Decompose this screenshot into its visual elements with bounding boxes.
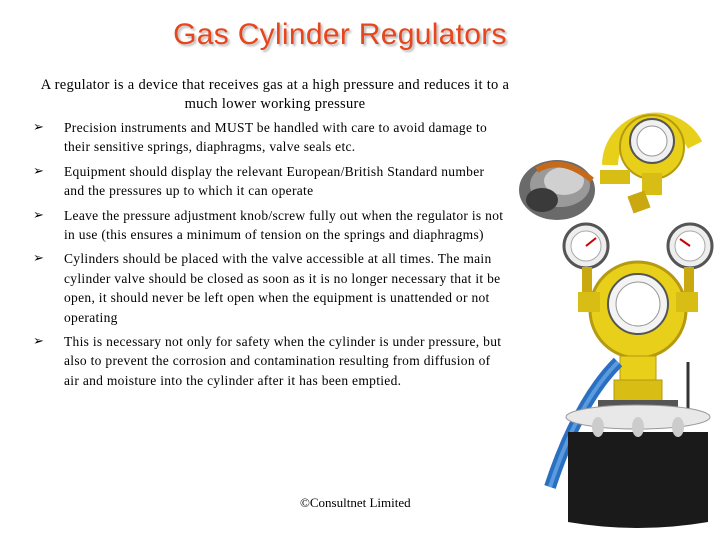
- small-regulator-image: [590, 95, 705, 220]
- bullet-text: This is necessary not only for safety when the cylinder is under pressure, but also to prevent the corrosion and contamination resulting from diffusion of air and moisture into the cylinder after it has been emptied.: [64, 334, 502, 388]
- large-regulator-image: [538, 212, 716, 534]
- intro-text: A regulator is a device that receives gas at a high pressure and reduces it to a much lower working pressure: [40, 77, 510, 112]
- arrow-bullet-icon: ➢: [33, 120, 45, 135]
- bullet-text: Cylinders should be placed with the valve accessible at all times. The main cylinder valve should be closed as soon as it is no longer necessary that it be open, it should never be left open when the equipment is unattended or not operating: [64, 251, 501, 325]
- bullet-text: Leave the pressure adjustment knob/screw fully out when the regulator is not in use (this ensures a minimum of tension on the springs and diaphragms): [64, 207, 504, 243]
- list-item: [0, 249, 504, 327]
- footer-copyright: ©Consultnet Limited: [300, 495, 411, 510]
- arrow-bullet-icon: ➢: [33, 163, 45, 179]
- list-item: [0, 118, 504, 157]
- list-item: [0, 206, 504, 245]
- arrow-bullet-icon: ➢: [33, 334, 45, 350]
- bullet-list: [0, 118, 520, 395]
- slide-title: Gas Cylinder Regulators: [173, 18, 507, 51]
- arrow-bullet-icon: ➢: [33, 251, 45, 267]
- bullet-text: Equipment should display the relevant European/British Standard number and the pressures up to which it can operate: [64, 163, 485, 199]
- arrow-bullet-icon: ➢: [33, 207, 45, 223]
- bullet-text: Precision instruments and MUST be handled with care to avoid damage to their sensitive springs, diaphragms, valve seals etc.: [64, 120, 488, 155]
- list-item: [0, 162, 504, 201]
- list-item: [0, 332, 504, 390]
